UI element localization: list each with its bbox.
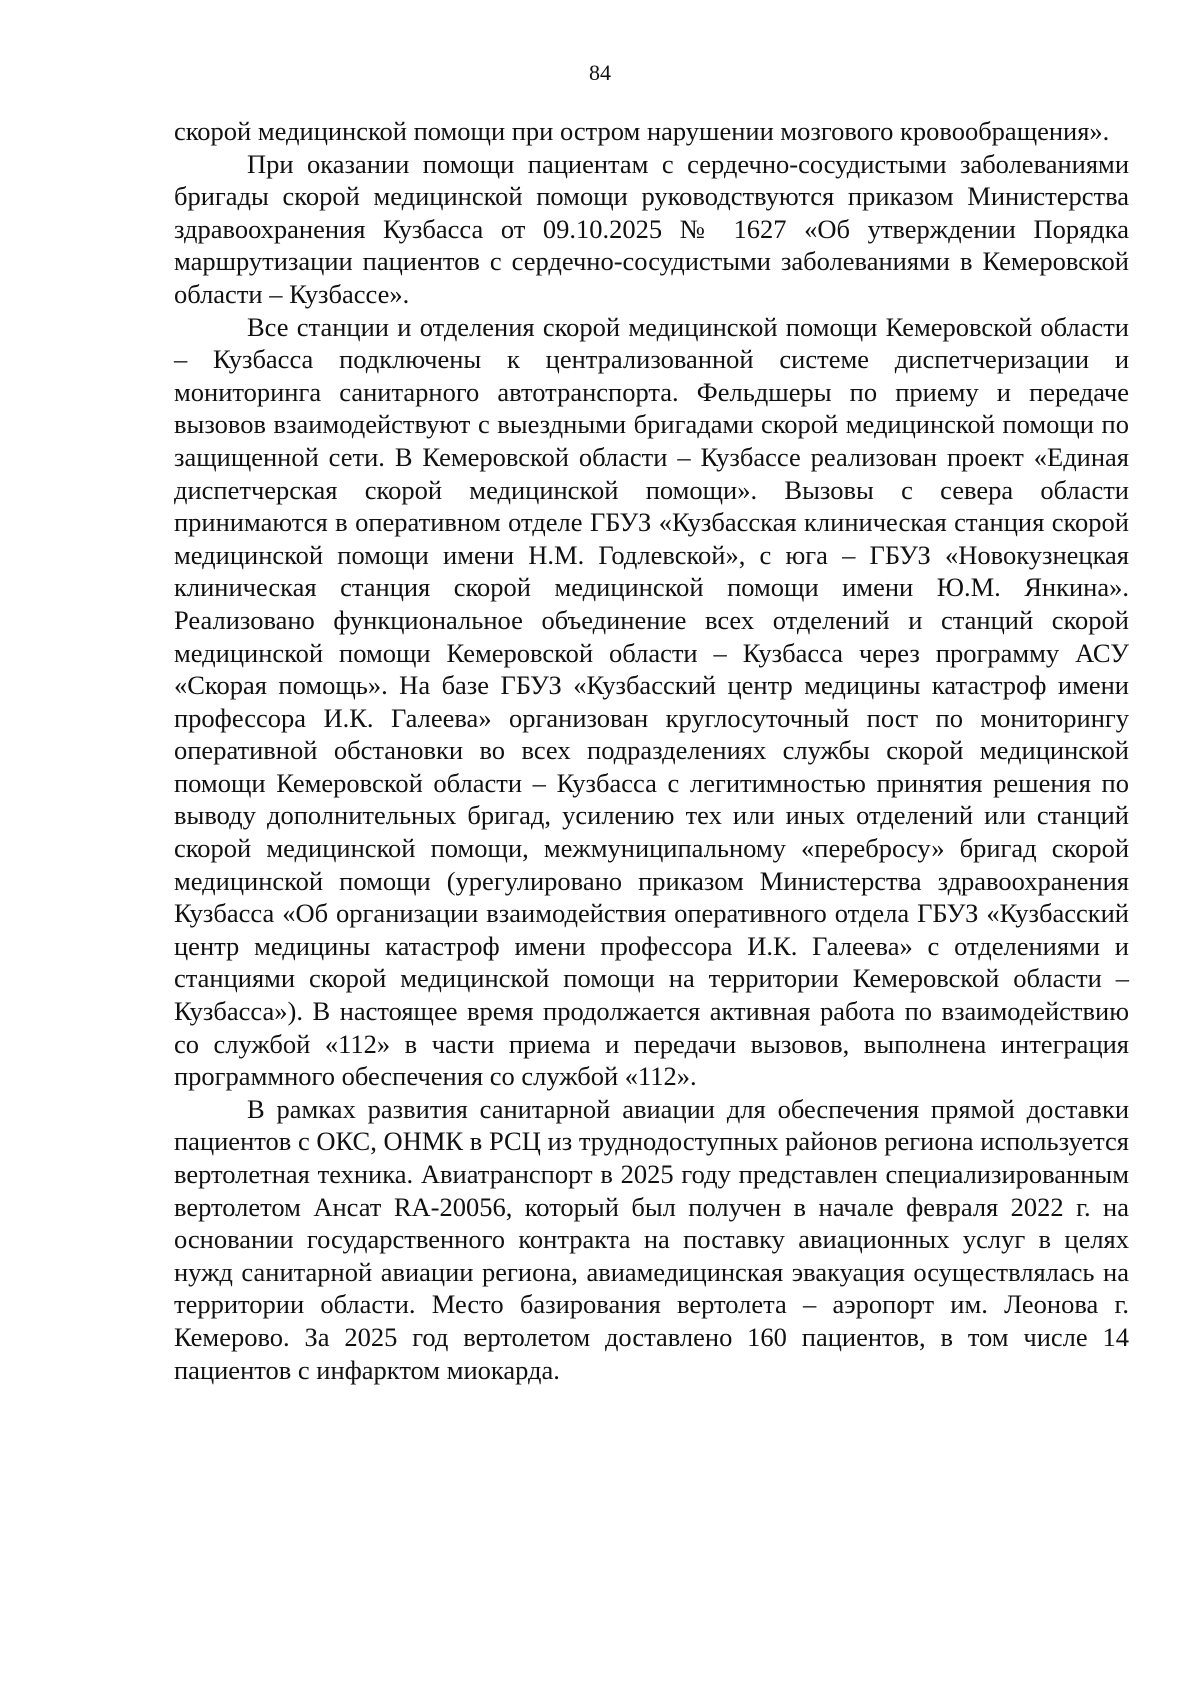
paragraph-3: Все станции и отделения скорой медицинской помощи Кемеровской области – Кузбасса подключены к централизованной системе диспетчеризации и мониторинга санитарного автотранспорта. Фельдшеры по приему и передаче вызовов взаимодействуют с выездными бригадами скорой медицинской помощи по защищенной сети. В Кемеровской области – Кузбассе реализован проект «Единая диспетчерская скорой медицинской помощи». Вызовы с севера области принимаются в оперативном отделе ГБУЗ «Кузбасская клиническая станция скорой медицинской помощи имени Н.М. Годлевской», с юга – ГБУЗ «Новокузнецкая клиническая станция скорой медицинской помощи имени Ю.М. Янкина». Реализовано функциональное объединение всех отделений и станций скорой медицинской помощи Кемеровской области – Кузбасса через программу АСУ «Скорая помощь». На базе ГБУЗ «Кузбасский центр медицины катастроф имени профессора И.К. Галеева» организован круглосуточный пост по мониторингу оперативной обстановки во всех подразделениях службы скорой медицинской помощи Кемеровской области – Кузбасса с легитимностью принятия решения по выводу дополнительных бригад, усилению тех или иных отделений или станций скорой медицинской помощи, межмуниципальному «перебросу» бригад скорой медицинской помощи (урегулировано приказом Министерства здравоохранения Кузбасса «Об организации взаимодействия оперативного отдела ГБУЗ «Кузбасский центр медицины катастроф имени профессора И.К. Галеева» с отделениями и станциями скорой медицинской помощи на территории Кемеровской области – Кузбасса»). В настоящее время продолжается активная работа по взаимодействию со службой «112» в части приема и передачи вызовов, выполнена интеграция программного обеспечения со службой «112».: [174, 311, 1129, 1092]
paragraph-1: скорой медицинской помощи при остром нарушении мозгового кровообращения».: [174, 116, 1110, 146]
document-body: [174, 115, 1129, 1386]
paragraph-2: При оказании помощи пациентам с сердечно-сосудистыми заболеваниями бригады скорой медицинской помощи руководствуются приказом Министерства здравоохранения Кузбасса от 09.10.2025 № 1627 «Об утверждении Порядка маршрутизации пациентов с сердечно-сосудистыми заболеваниями в Кемеровской области – Кузбассе».: [174, 148, 1129, 309]
paragraph-4: В рамках развития санитарной авиации для обеспечения прямой доставки пациентов с ОКС, ОНМК в РСЦ из труднодоступных районов региона используется вертолетная техника. Авиатранспорт в 2025 году представлен специализированным вертолетом Ансат RA-20056, который был получен в начале февраля 2022 г. на основании государственного контракта на поставку авиационных услуг в целях нужд санитарной авиации региона, авиамедицинская эвакуация осуществлялась на территории области. Место базирования вертолета – аэропорт им. Леонова г. Кемерово. За 2025 год вертолетом доставлено 160 пациентов, в том числе 14 пациентов с инфарктом миокарда.: [174, 1093, 1129, 1385]
page-number: 84: [589, 60, 611, 85]
